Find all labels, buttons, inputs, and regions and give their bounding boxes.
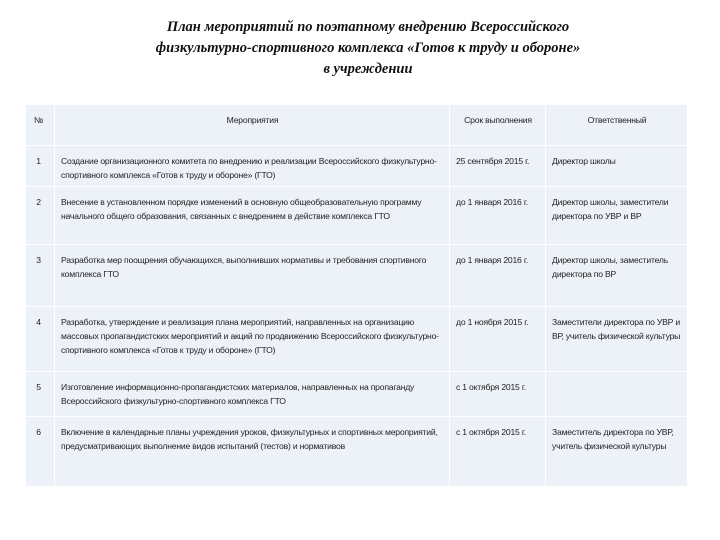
header-number: № <box>26 105 55 146</box>
title-line: физкультурно-спортивного комплекса «Готов к труду и обороне» <box>155 40 581 56</box>
row-responsible: Директор школы, заместители директора по УВР и ВР <box>546 187 688 245</box>
row-deadline: 25 сентября 2015 г. <box>450 146 546 187</box>
row-event: Разработка, утверждение и реализация плана мероприятий, направленных на организацию массовых пропагандистских мероприятий и акций по продвижению Всероссийского физкультурно-спортивного комплекса «Готов к труду и обороне» (ГТО) <box>55 307 450 372</box>
table-row <box>26 187 688 245</box>
row-number: 3 <box>26 245 55 307</box>
row-event: Внесение в установленном порядке изменений в основную общеобразовательную программу начального общего образования, связанных с внедрением в действие комплекса ГТО <box>55 187 450 245</box>
row-number: 4 <box>26 307 55 372</box>
row-event: Разработка мер поощрения обучающихся, выполнивших нормативы и требования спортивного комплекса ГТО <box>55 245 450 307</box>
header-events: Мероприятия <box>55 105 450 146</box>
row-number: 2 <box>26 187 55 245</box>
row-responsible: Директор школы <box>546 146 688 187</box>
events-table <box>25 104 688 487</box>
row-deadline: с 1 октября 2015 г. <box>450 372 546 417</box>
row-event: Изготовление информационно-пропагандистских материалов, направленных на пропаганду Всероссийского физкультурно-спортивного комплекса ГТО <box>55 372 450 417</box>
row-deadline: до 1 января 2016 г. <box>450 245 546 307</box>
row-number: 5 <box>26 372 55 417</box>
header-deadline: Срок выполнения <box>450 105 546 146</box>
row-number: 1 <box>26 146 55 187</box>
row-responsible: Заместители директора по УВР и ВР, учитель физической культуры <box>546 307 688 372</box>
row-number: 6 <box>26 417 55 487</box>
table-row <box>26 372 688 417</box>
row-responsible <box>546 372 688 417</box>
document-title <box>100 17 636 80</box>
row-event: Включение в календарные планы учреждения уроков, физкультурных и спортивных мероприятий, предусматривающих выполнение видов испытаний (тестов) и нормативов <box>55 417 450 487</box>
table-header-row <box>26 105 688 146</box>
table-row <box>26 417 688 487</box>
row-deadline: до 1 января 2016 г. <box>450 187 546 245</box>
row-responsible: Заместитель директора по УВР, учитель физической культуры <box>546 417 688 487</box>
title-line: План мероприятий по поэтапному внедрению Всероссийского <box>166 19 570 35</box>
table-row <box>26 146 688 187</box>
row-event: Создание организационного комитета по внедрению и реализации Всероссийского физкультурно-спортивного комплекса «Готов к труду и обороне» (ГТО) <box>55 146 450 187</box>
row-responsible: Директор школы, заместитель директора по ВР <box>546 245 688 307</box>
row-deadline: с 1 октября 2015 г. <box>450 417 546 487</box>
table-row <box>26 307 688 372</box>
title-line: в учреждении <box>323 61 413 77</box>
table-row <box>26 245 688 307</box>
header-responsible: Ответственный <box>546 105 688 146</box>
row-deadline: до 1 ноября 2015 г. <box>450 307 546 372</box>
